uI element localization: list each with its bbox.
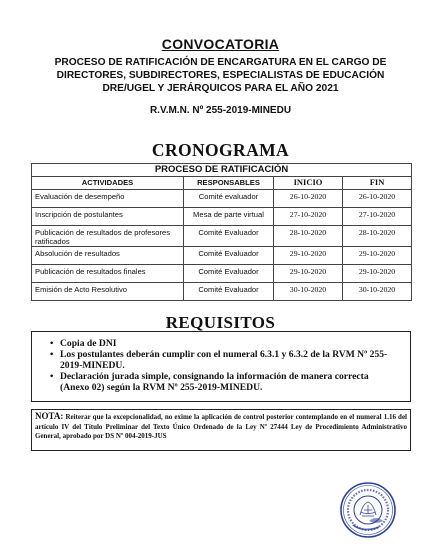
note-text: Reiterar que la excepcionalidad, no exime la aplicación de control posterior contemplando en el numeral 1.16 del artículo IV del Título Preliminar del Texto Único Ordenado de la Ley Nº 27444 Ley de Procedimiento Administrativo General, aprobado por DS Nº 004-2019-JUS — [35, 413, 408, 440]
table-row — [32, 283, 412, 301]
column-header-start: INICIO — [274, 177, 343, 190]
official-seal-icon — [339, 481, 397, 539]
end-date-cell: 29-10-2020 — [343, 265, 412, 283]
subtitle-line: PROCESO DE RATIFICACIÓN DE ENCARGATURA EN EL CARGO DE — [54, 57, 387, 68]
responsible-cell: Comité Evaluador — [184, 247, 274, 265]
requirement-text: Declaración jurada simple, consignando la información de manera correcta (Anexo 02) según la RVM Nº 255-2019-MINEDU. — [60, 371, 369, 393]
requirements-heading: REQUISITOS — [165, 313, 276, 332]
note-box — [31, 409, 411, 451]
table-row — [32, 190, 412, 208]
activity-cell: Absolución de resultados — [32, 247, 184, 265]
start-date-cell: 27-10-2020 — [274, 208, 343, 226]
column-header-end: FIN — [343, 177, 412, 190]
activity-cell: Publicación de resultados finales — [32, 265, 184, 283]
schedule-heading: CRONOGRAMA — [151, 140, 290, 160]
end-date-cell: 30-10-2020 — [343, 283, 412, 301]
responsible-cell: Comité Evaluador — [184, 283, 274, 301]
start-date-cell: 28-10-2020 — [274, 226, 343, 247]
activity-cell: Publicación de resultados de profesores ratificados — [32, 226, 184, 247]
end-date-cell: 27-10-2020 — [343, 208, 412, 226]
resolution-number: R.V.M.N. Nº 255-2019-MINEDU — [149, 105, 292, 116]
start-date-cell: 26-10-2020 — [274, 190, 343, 208]
requirements-box — [31, 331, 411, 402]
table-header-row — [32, 177, 412, 190]
requirement-item — [50, 371, 400, 393]
activity-cell: Evaluación de desempeño — [32, 190, 184, 208]
seal-graphic — [339, 481, 397, 539]
note-label: NOTA: — [35, 411, 64, 421]
end-date-cell: 28-10-2020 — [343, 226, 412, 247]
column-header-activities: ACTIVIDADES — [32, 177, 184, 190]
schedule-table — [31, 163, 412, 301]
bullet-icon: • — [50, 371, 54, 382]
document-subtitle — [30, 56, 411, 95]
column-header-responsible: RESPONSABLES — [184, 177, 274, 190]
bullet-icon: • — [50, 338, 54, 349]
table-row — [32, 247, 412, 265]
requirement-text: Los postulantes deberán cumplir con el numeral 6.3.1 y 6.3.2 de la RVM Nº 255-2019-MINEDU. — [60, 349, 388, 371]
activity-cell: Emisión de Acto Resolutivo — [32, 283, 184, 301]
table-row — [32, 226, 412, 247]
process-title-row — [32, 164, 412, 177]
responsible-cell: Comité evaluador — [184, 190, 274, 208]
responsible-cell: Mesa de parte virtual — [184, 208, 274, 226]
bullet-icon: • — [50, 349, 54, 360]
subtitle-line: DRE/UGEL Y JERÁRQUICOS PARA EL AÑO 2021 — [102, 83, 339, 94]
start-date-cell: 29-10-2020 — [274, 247, 343, 265]
requirement-item — [50, 338, 400, 349]
subtitle-line: DIRECTORES, SUBDIRECTORES, ESPECIALISTAS DE EDUCACIÓN — [56, 70, 385, 81]
table-row — [32, 208, 412, 226]
process-title: PROCESO DE RATIFICACIÓN — [32, 164, 412, 177]
requirement-text: Copia de DNI — [60, 338, 117, 349]
responsible-cell: Comité Evaluador — [184, 265, 274, 283]
table-row — [32, 265, 412, 283]
requirements-list — [50, 338, 400, 393]
end-date-cell: 26-10-2020 — [343, 190, 412, 208]
document-title: CONVOCATORIA — [161, 36, 280, 52]
responsible-cell: Comité Evaluador — [184, 226, 274, 247]
start-date-cell: 30-10-2020 — [274, 283, 343, 301]
end-date-cell: 29-10-2020 — [343, 247, 412, 265]
activity-cell: Inscripción de postulantes — [32, 208, 184, 226]
start-date-cell: 29-10-2020 — [274, 265, 343, 283]
requirement-item — [50, 349, 400, 371]
